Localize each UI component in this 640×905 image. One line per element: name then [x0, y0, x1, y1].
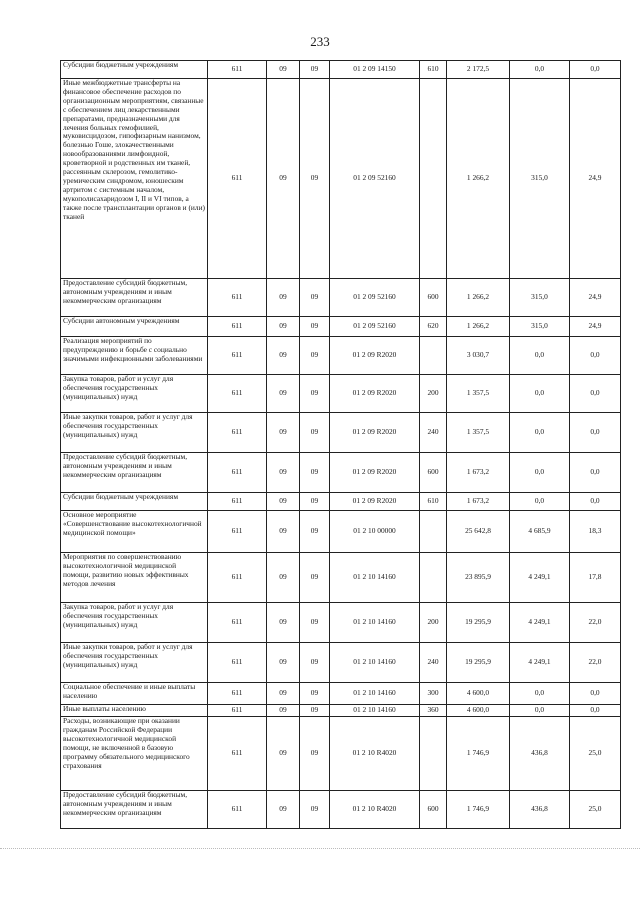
row-name-cell: Субсидии автономным учреждениям: [61, 317, 208, 337]
plan-amount-cell: 23 895,9: [447, 553, 510, 603]
target-article-cell: 01 2 10 R4020: [330, 717, 420, 791]
table-row: [61, 79, 621, 279]
ved-code-cell: 611: [208, 375, 267, 413]
ved-code-cell: 611: [208, 413, 267, 453]
percent-cell: 18,3: [570, 511, 621, 553]
expense-type-cell: 610: [420, 61, 447, 79]
plan-amount-cell: 1 673,2: [447, 493, 510, 511]
target-article-cell: 01 2 10 14160: [330, 553, 420, 603]
expense-type-cell: [420, 553, 447, 603]
subsection-code-cell: 09: [300, 717, 330, 791]
plan-amount-cell: 25 642,8: [447, 511, 510, 553]
plan-amount-cell: 1 746,9: [447, 791, 510, 829]
fact-amount-cell: 0,0: [510, 705, 570, 717]
section-code-cell: 09: [267, 375, 300, 413]
target-article-cell: 01 2 09 R2020: [330, 413, 420, 453]
plan-amount-cell: 1 357,5: [447, 413, 510, 453]
target-article-cell: 01 2 09 52160: [330, 317, 420, 337]
plan-amount-cell: 1 746,9: [447, 717, 510, 791]
subsection-code-cell: 09: [300, 279, 330, 317]
subsection-code-cell: 09: [300, 705, 330, 717]
row-name-cell: Предоставление субсидий бюджетным, автономным учреждениям и иным некоммерческим организациям: [61, 791, 208, 829]
row-name-cell: Социальное обеспечение и иные выплаты населению: [61, 683, 208, 705]
percent-cell: 22,0: [570, 603, 621, 643]
percent-cell: 0,0: [570, 705, 621, 717]
subsection-code-cell: 09: [300, 375, 330, 413]
section-code-cell: 09: [267, 493, 300, 511]
section-code-cell: 09: [267, 79, 300, 279]
row-name-cell: Основное мероприятие «Совершенствование высокотехнологичной медицинской помощи»: [61, 511, 208, 553]
ved-code-cell: 611: [208, 717, 267, 791]
row-name-cell: Мероприятия по совершенствованию высокотехнологичной медицинской помощи, развитию новых эффективных методов лечения: [61, 553, 208, 603]
subsection-code-cell: 09: [300, 493, 330, 511]
ved-code-cell: 611: [208, 705, 267, 717]
table-row: [61, 317, 621, 337]
fact-amount-cell: 315,0: [510, 79, 570, 279]
expense-type-cell: 240: [420, 413, 447, 453]
expense-type-cell: 300: [420, 683, 447, 705]
ved-code-cell: 611: [208, 453, 267, 493]
percent-cell: 25,0: [570, 791, 621, 829]
percent-cell: 0,0: [570, 337, 621, 375]
fact-amount-cell: 4 249,1: [510, 603, 570, 643]
target-article-cell: 01 2 09 14150: [330, 61, 420, 79]
ved-code-cell: 611: [208, 791, 267, 829]
percent-cell: 0,0: [570, 683, 621, 705]
table-row: [61, 705, 621, 717]
ved-code-cell: 611: [208, 683, 267, 705]
subsection-code-cell: 09: [300, 317, 330, 337]
target-article-cell: 01 2 10 R4020: [330, 791, 420, 829]
subsection-code-cell: 09: [300, 79, 330, 279]
expense-type-cell: 600: [420, 791, 447, 829]
row-name-cell: Иные закупки товаров, работ и услуг для обеспечения государственных (муниципальных) нужд: [61, 643, 208, 683]
plan-amount-cell: 4 600,0: [447, 683, 510, 705]
budget-table: [60, 60, 621, 829]
fact-amount-cell: 436,8: [510, 717, 570, 791]
section-code-cell: 09: [267, 683, 300, 705]
percent-cell: 24,9: [570, 317, 621, 337]
target-article-cell: 01 2 10 14160: [330, 705, 420, 717]
section-code-cell: 09: [267, 337, 300, 375]
percent-cell: 0,0: [570, 375, 621, 413]
target-article-cell: 01 2 09 R2020: [330, 493, 420, 511]
ved-code-cell: 611: [208, 337, 267, 375]
plan-amount-cell: 19 295,9: [447, 643, 510, 683]
target-article-cell: 01 2 09 52160: [330, 79, 420, 279]
row-name-cell: Предоставление субсидий бюджетным, автономным учреждениям и иным некоммерческим организациям: [61, 279, 208, 317]
expense-type-cell: 240: [420, 643, 447, 683]
subsection-code-cell: 09: [300, 603, 330, 643]
fact-amount-cell: 0,0: [510, 453, 570, 493]
expense-type-cell: 360: [420, 705, 447, 717]
subsection-code-cell: 09: [300, 643, 330, 683]
percent-cell: 0,0: [570, 493, 621, 511]
table-row: [61, 791, 621, 829]
section-code-cell: 09: [267, 453, 300, 493]
fact-amount-cell: 0,0: [510, 375, 570, 413]
fact-amount-cell: 315,0: [510, 279, 570, 317]
plan-amount-cell: 1 673,2: [447, 453, 510, 493]
row-name-cell: Закупка товаров, работ и услуг для обеспечения государственных (муниципальных) нужд: [61, 603, 208, 643]
ved-code-cell: 611: [208, 279, 267, 317]
ved-code-cell: 611: [208, 317, 267, 337]
expense-type-cell: [420, 717, 447, 791]
subsection-code-cell: 09: [300, 683, 330, 705]
row-name-cell: Иные межбюджетные трансферты на финансовое обеспечение расходов по организационным мероприятиям, связанные с обеспечением лиц лекарственными препаратами, предназначенными для лечения больных гемофилией, муковисцидозом, гипофизарным нанизмом, болезнью Гоше, злокачественными новообразованиями лимфоидной, кроветворной и родственных им тканей, рассеянным склерозом, гемолитико-уремическим синдромом, юношеским артритом с системным началом, мукополисахаридозом I, II и VI типов, а также после трансплантации органов и (или) тканей: [61, 79, 208, 279]
table-row: [61, 603, 621, 643]
section-code-cell: 09: [267, 643, 300, 683]
ved-code-cell: 611: [208, 603, 267, 643]
ved-code-cell: 611: [208, 79, 267, 279]
subsection-code-cell: 09: [300, 553, 330, 603]
expense-type-cell: [420, 337, 447, 375]
table-row: [61, 511, 621, 553]
ved-code-cell: 611: [208, 553, 267, 603]
plan-amount-cell: 2 172,5: [447, 61, 510, 79]
target-article-cell: 01 2 10 14160: [330, 603, 420, 643]
scan-noise-line: [0, 848, 640, 850]
plan-amount-cell: 1 357,5: [447, 375, 510, 413]
fact-amount-cell: 0,0: [510, 683, 570, 705]
ved-code-cell: 611: [208, 643, 267, 683]
section-code-cell: 09: [267, 511, 300, 553]
target-article-cell: 01 2 10 00000: [330, 511, 420, 553]
section-code-cell: 09: [267, 317, 300, 337]
table-row: [61, 453, 621, 493]
expense-type-cell: 610: [420, 493, 447, 511]
row-name-cell: Закупка товаров, работ и услуг для обеспечения государственных (муниципальных) нужд: [61, 375, 208, 413]
plan-amount-cell: 3 030,7: [447, 337, 510, 375]
table-row: [61, 413, 621, 453]
row-name-cell: Реализация мероприятий по предупреждению и борьбе с социально значимыми инфекционными заболеваниями: [61, 337, 208, 375]
fact-amount-cell: 4 249,1: [510, 643, 570, 683]
expense-type-cell: 620: [420, 317, 447, 337]
target-article-cell: 01 2 10 14160: [330, 683, 420, 705]
expense-type-cell: 600: [420, 453, 447, 493]
percent-cell: 24,9: [570, 279, 621, 317]
fact-amount-cell: 0,0: [510, 413, 570, 453]
expense-type-cell: 600: [420, 279, 447, 317]
target-article-cell: 01 2 09 R2020: [330, 453, 420, 493]
percent-cell: 25,0: [570, 717, 621, 791]
expense-type-cell: [420, 79, 447, 279]
section-code-cell: 09: [267, 791, 300, 829]
fact-amount-cell: 0,0: [510, 61, 570, 79]
fact-amount-cell: 4 249,1: [510, 553, 570, 603]
section-code-cell: 09: [267, 553, 300, 603]
section-code-cell: 09: [267, 705, 300, 717]
plan-amount-cell: 4 600,0: [447, 705, 510, 717]
section-code-cell: 09: [267, 603, 300, 643]
row-name-cell: Расходы, возникающие при оказании гражданам Российской Федерации высокотехнологичной медицинской помощи, не включенной в базовую программу обязательного медицинского страхования: [61, 717, 208, 791]
table-row: [61, 717, 621, 791]
fact-amount-cell: 0,0: [510, 337, 570, 375]
table-row: [61, 337, 621, 375]
subsection-code-cell: 09: [300, 61, 330, 79]
expense-type-cell: [420, 511, 447, 553]
plan-amount-cell: 1 266,2: [447, 279, 510, 317]
fact-amount-cell: 4 685,9: [510, 511, 570, 553]
fact-amount-cell: 436,8: [510, 791, 570, 829]
row-name-cell: Иные выплаты населению: [61, 705, 208, 717]
table-row: [61, 643, 621, 683]
page-number: 233: [310, 34, 330, 49]
ved-code-cell: 611: [208, 493, 267, 511]
table-row: [61, 553, 621, 603]
table-row: [61, 683, 621, 705]
subsection-code-cell: 09: [300, 453, 330, 493]
target-article-cell: 01 2 09 R2020: [330, 375, 420, 413]
subsection-code-cell: 09: [300, 413, 330, 453]
section-code-cell: 09: [267, 61, 300, 79]
percent-cell: 0,0: [570, 413, 621, 453]
fact-amount-cell: 0,0: [510, 493, 570, 511]
row-name-cell: Субсидии бюджетным учреждениям: [61, 61, 208, 79]
target-article-cell: 01 2 09 R2020: [330, 337, 420, 375]
plan-amount-cell: 1 266,2: [447, 317, 510, 337]
percent-cell: 17,8: [570, 553, 621, 603]
plan-amount-cell: 19 295,9: [447, 603, 510, 643]
target-article-cell: 01 2 10 14160: [330, 643, 420, 683]
expense-type-cell: 200: [420, 375, 447, 413]
subsection-code-cell: 09: [300, 337, 330, 375]
percent-cell: 22,0: [570, 643, 621, 683]
row-name-cell: Предоставление субсидий бюджетным, автономным учреждениям и иным некоммерческим организациям: [61, 453, 208, 493]
row-name-cell: Субсидии бюджетным учреждениям: [61, 493, 208, 511]
ved-code-cell: 611: [208, 61, 267, 79]
table-row: [61, 61, 621, 79]
table-row: [61, 493, 621, 511]
percent-cell: 0,0: [570, 61, 621, 79]
table-row: [61, 375, 621, 413]
section-code-cell: 09: [267, 279, 300, 317]
target-article-cell: 01 2 09 52160: [330, 279, 420, 317]
section-code-cell: 09: [267, 413, 300, 453]
row-name-cell: Иные закупки товаров, работ и услуг для обеспечения государственных (муниципальных) нужд: [61, 413, 208, 453]
subsection-code-cell: 09: [300, 791, 330, 829]
percent-cell: 24,9: [570, 79, 621, 279]
section-code-cell: 09: [267, 717, 300, 791]
plan-amount-cell: 1 266,2: [447, 79, 510, 279]
ved-code-cell: 611: [208, 511, 267, 553]
subsection-code-cell: 09: [300, 511, 330, 553]
fact-amount-cell: 315,0: [510, 317, 570, 337]
expense-type-cell: 200: [420, 603, 447, 643]
table-row: [61, 279, 621, 317]
percent-cell: 0,0: [570, 453, 621, 493]
